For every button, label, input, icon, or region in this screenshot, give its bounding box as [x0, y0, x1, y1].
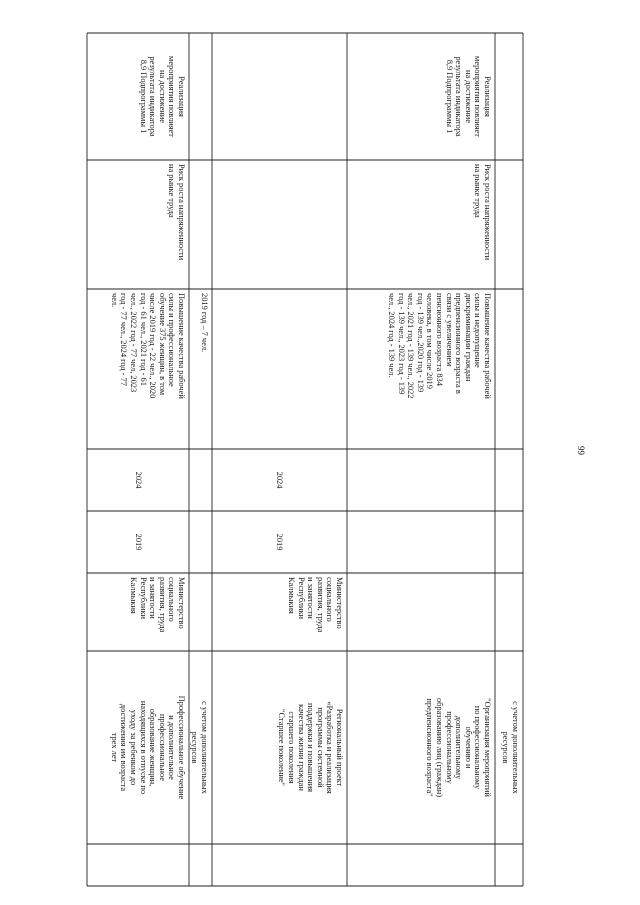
- cell-result: [189, 289, 212, 449]
- cell-text-result: [189, 289, 212, 449]
- cell-text-measure: [87, 651, 189, 844]
- text-line: "Старшее поколение": [277, 709, 287, 786]
- text-line: предпенсионного возраста в: [454, 293, 464, 394]
- text-line: год - 61 чел., 2021 год - 61: [138, 293, 148, 386]
- cell-measure: [87, 651, 189, 844]
- text-line: год - 139 чел.,2020 год - 139: [415, 293, 425, 393]
- cell-text-end: [189, 449, 212, 511]
- cell-text-executor: [212, 573, 347, 651]
- cell-text-start: [87, 511, 189, 573]
- cell-result: [212, 289, 347, 449]
- text-line: числе 2019 год - 22 чел., 2020: [148, 293, 158, 399]
- cell-indicator: [189, 33, 212, 160]
- text-line: с учетом дополнительных: [511, 701, 520, 794]
- text-line: результата индикатора: [148, 56, 158, 137]
- cell-indicator: [495, 33, 523, 160]
- text-line: обучение 375 женщин, в том: [157, 293, 167, 396]
- text-line: качества жизни граждан: [296, 704, 306, 791]
- text-line: на достижение: [463, 70, 473, 123]
- text-line: силы и профессиональное: [167, 293, 177, 387]
- cell-text-end: [495, 449, 523, 511]
- cell-text-risk: [189, 160, 212, 289]
- cell-text-executor: [347, 573, 495, 651]
- cell-text-indicator: [212, 33, 347, 160]
- text-line: дискриминации граждан: [463, 293, 473, 382]
- text-line: на рынке труда: [473, 164, 483, 218]
- text-line: с учетом дополнительных: [200, 701, 209, 794]
- cell-indicator: [87, 33, 189, 160]
- text-line: Реализация: [483, 76, 492, 117]
- cell-measure: [189, 651, 212, 844]
- text-line: и занятости: [306, 577, 316, 619]
- cell-risk: [495, 160, 523, 289]
- text-line: ресурсов: [501, 731, 511, 764]
- cell-risk: [87, 160, 189, 289]
- cell-text-risk: [347, 160, 495, 289]
- cell-indicator: [347, 33, 495, 160]
- cell-measure: [212, 651, 347, 844]
- cell-text-executor: [495, 573, 523, 651]
- text-line: Калмыкия: [287, 577, 297, 614]
- text-line: «Разработка и реализация: [325, 701, 335, 794]
- cell-text-result: [495, 289, 523, 449]
- text-line: ресурсов: [190, 731, 200, 764]
- text-line: социального: [325, 577, 335, 622]
- cell-text-risk: [87, 160, 189, 289]
- cell-text-start: [347, 511, 495, 573]
- text-line: мероприятия повлияет: [167, 56, 177, 137]
- cell-text-indicator: [189, 33, 212, 160]
- text-line: "Организация мероприятий: [483, 698, 492, 797]
- cell-risk: [189, 160, 212, 289]
- cell-start: [189, 511, 212, 573]
- text-line: связи с увеличением: [444, 293, 454, 367]
- cell-text-measure: [189, 651, 212, 844]
- text-line: человека, в том числе 2019: [425, 293, 435, 389]
- cell-start: [87, 511, 189, 573]
- text-line: 2024: [133, 471, 143, 489]
- cell-text-start: [212, 511, 347, 573]
- cell-text-indicator: [495, 33, 523, 160]
- cell-text-end: [87, 449, 189, 511]
- text-line: развития, труда: [157, 577, 167, 633]
- text-line: чел., 2022 год - 77 чел, 2023: [129, 293, 139, 393]
- cell-start: [495, 511, 523, 573]
- cell-measure: [495, 651, 523, 844]
- text-line: на достижение: [157, 70, 167, 123]
- cell-executor: [347, 573, 495, 651]
- cell-end: [212, 449, 347, 511]
- text-line: год - 139 чел., 2023 год - 139: [396, 293, 406, 395]
- text-line: программы системной: [315, 707, 325, 788]
- cell-result: [495, 289, 523, 449]
- cell-text-executor: [189, 573, 212, 651]
- text-line: чел., 2021 год - 139 чел., 2022: [406, 293, 416, 399]
- text-line: и дополнительное: [167, 715, 177, 780]
- cell-text-result: [212, 289, 347, 449]
- text-line: находящихся в отпуске по: [138, 700, 148, 795]
- text-line: социального: [167, 577, 177, 622]
- text-line: Повышение качества рабочей: [483, 293, 492, 399]
- text-line: старшего поколения: [287, 711, 297, 784]
- cell-end: [189, 449, 212, 511]
- cell-result: [87, 289, 189, 449]
- cell-text-measure: [347, 651, 495, 844]
- cell-text-result: [347, 289, 495, 449]
- text-line: Риск роста напряженности: [177, 164, 186, 261]
- cell-result: [347, 289, 495, 449]
- cell-executor: [87, 573, 189, 651]
- text-line: чел.: [109, 293, 119, 308]
- text-line: достижения им возраста: [119, 703, 129, 792]
- cell-text-start: [495, 511, 523, 573]
- text-line: 2019: [275, 533, 285, 551]
- cell-text-risk: [212, 160, 347, 289]
- cell-end: [347, 449, 495, 511]
- text-line: Калмыкия: [129, 577, 139, 614]
- cell-end: [87, 449, 189, 511]
- text-line: Республики: [296, 577, 306, 620]
- text-line: результата индикатора: [454, 56, 464, 137]
- text-line: по профессиональному: [473, 705, 483, 790]
- cell-text-executor: [87, 573, 189, 651]
- text-line: 8,9 Подпрограммы 1: [444, 59, 454, 134]
- text-line: чел., 2024 год - 139 чел.: [387, 293, 397, 378]
- cell-start: [347, 511, 495, 573]
- text-line: профессиональному: [444, 711, 454, 784]
- cell-text-measure: [495, 651, 523, 844]
- cell-end: [495, 449, 523, 511]
- cell-text-end: [212, 449, 347, 511]
- cell-text-indicator: [87, 33, 189, 160]
- cell-text-end: [347, 449, 495, 511]
- text-line: образованию лиц (граждан): [435, 697, 445, 798]
- cell-text-start: [189, 511, 212, 573]
- cell-start: [212, 511, 347, 573]
- text-line: пенсионного возраста 834: [435, 293, 445, 386]
- cell-text-measure: [212, 651, 347, 844]
- page-number: 99: [576, 446, 586, 455]
- text-line: Профессиональное обучение: [177, 695, 186, 800]
- text-line: на рынке труда: [167, 164, 177, 218]
- text-line: 2019: [133, 533, 143, 551]
- text-line: Повышение качества рабочей: [177, 293, 186, 399]
- text-line: силы и недопущение: [473, 293, 483, 368]
- text-line: Министерство: [177, 577, 186, 629]
- text-line: профессиональное: [157, 713, 167, 782]
- text-line: Республики: [138, 577, 148, 620]
- text-line: обучению и: [463, 726, 473, 769]
- text-line: развития, труда: [315, 577, 325, 633]
- cell-executor: [212, 573, 347, 651]
- text-line: уходу за ребенком до: [129, 709, 139, 786]
- text-line: образование женщин,: [148, 708, 158, 787]
- text-line: Региональный проект: [335, 708, 344, 787]
- cell-measure: [347, 651, 495, 844]
- cell-indicator: [212, 33, 347, 160]
- text-line: Риск роста напряженности: [483, 164, 492, 261]
- cell-text-risk: [495, 160, 523, 289]
- text-line: Реализация: [177, 76, 186, 117]
- text-line: дополнительному: [454, 715, 464, 780]
- cell-risk: [347, 160, 495, 289]
- text-line: Министерство: [335, 577, 344, 629]
- cell-risk: [212, 160, 347, 289]
- cell-text-result: [87, 289, 189, 449]
- text-line: 8,9 Подпрограммы 1: [138, 59, 148, 134]
- cell-text-indicator: [347, 33, 495, 160]
- cell-executor: [495, 573, 523, 651]
- text-line: поддержки и повышения: [306, 702, 316, 793]
- cell-executor: [189, 573, 212, 651]
- text-line: трех лет: [109, 732, 119, 763]
- text-line: и занятости: [148, 577, 158, 619]
- text-line: год - 77 чел., 2024 год - 77: [119, 293, 129, 386]
- text-line: 2019 год – 7 чел.: [200, 293, 209, 353]
- text-line: предпенсионного возраста": [425, 698, 435, 797]
- text-line: мероприятия повлияет: [473, 56, 483, 137]
- text-line: 2024: [275, 471, 285, 489]
